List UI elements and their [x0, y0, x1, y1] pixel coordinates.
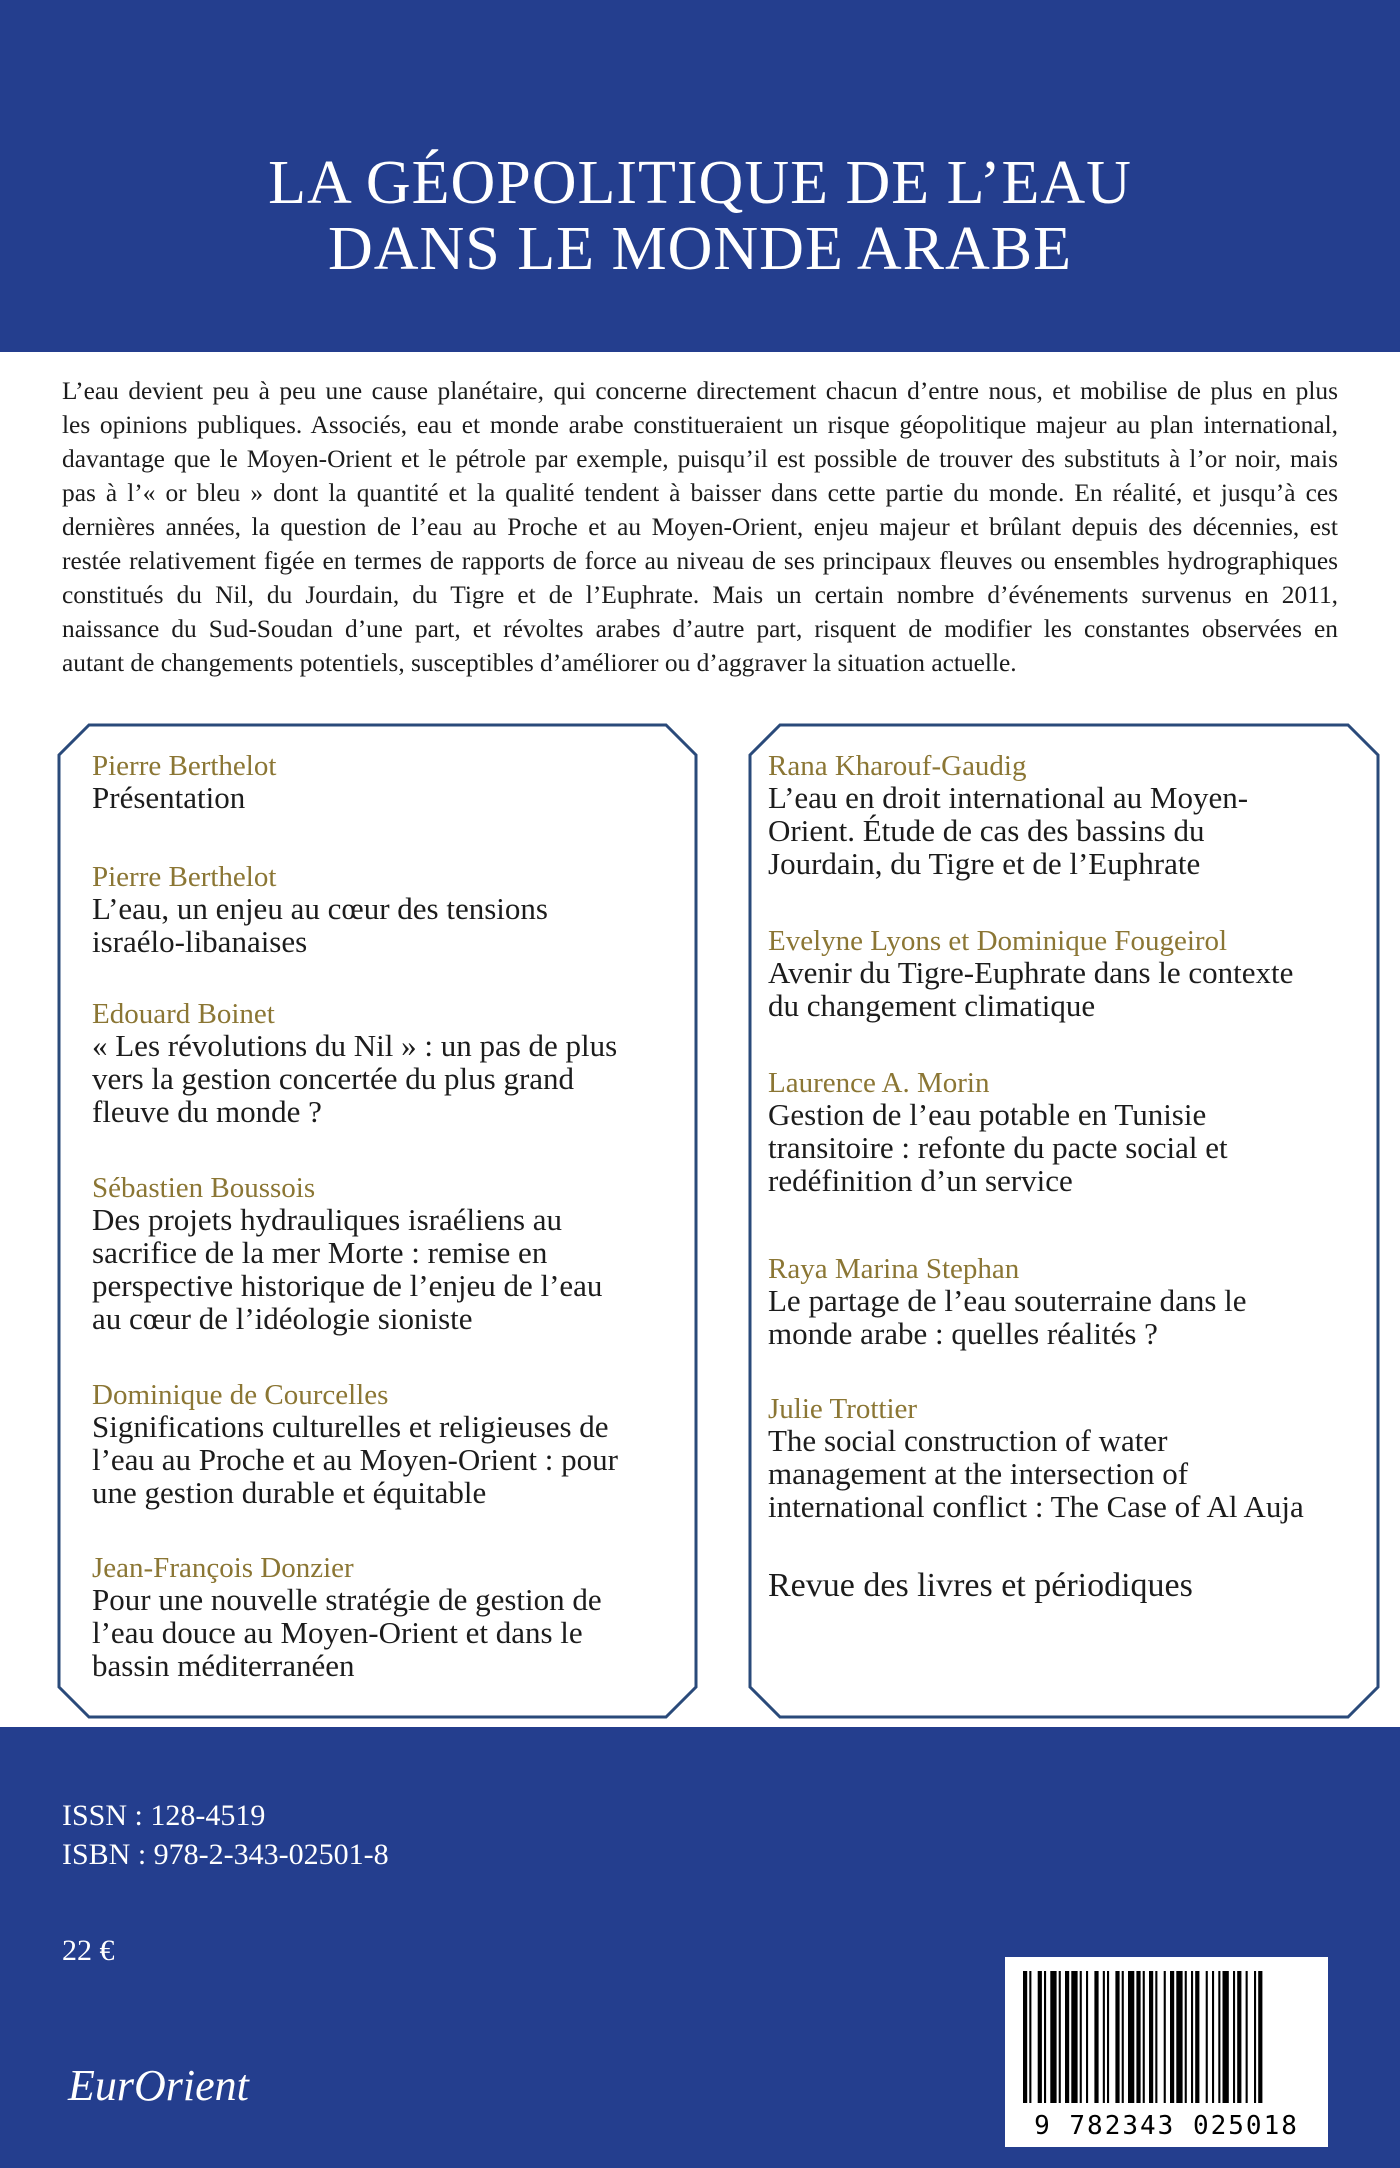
toc-title-line: Pour une nouvelle stratégie de gestion de: [92, 1582, 602, 1617]
toc-title-line: l’eau douce au Moyen-Orient et dans le: [92, 1615, 583, 1650]
toc-author: Rana Kharouf-Gaudig: [768, 750, 1027, 782]
toc-entry: [768, 1068, 1363, 1197]
intro-line: L’eau devient peu à peu une cause planétaire, qui concerne directement chacun d’entre nous, et mobilise de plus en plus: [62, 377, 1338, 405]
toc-title-line: redéfinition d’un service: [768, 1163, 1073, 1198]
toc-title-line: Présentation: [92, 780, 246, 815]
toc-entry: [768, 926, 1363, 1022]
intro-line: les opinions publiques. Associés, eau et monde arabe constitueraient un risque géopolitique majeur au plan international,: [62, 411, 1338, 439]
intro-line: naissance du Sud-Soudan d’une part, et révoltes arabes d’autre part, risquent de modifier les constantes observées en: [62, 615, 1338, 643]
barcode-bar: [1155, 1971, 1157, 2103]
toc-title-line: l’eau au Proche et au Moyen-Orient : pour: [92, 1442, 618, 1477]
top-title-band: [0, 0, 1400, 352]
intro-line: autant de changements potentiels, susceptibles d’améliorer ou d’aggraver la situation actuelle.: [62, 649, 1017, 677]
toc-article-title: [768, 1284, 1363, 1350]
barcode-bar: [1254, 1971, 1256, 2103]
barcode-bar: [1149, 1971, 1153, 2103]
cover-title-line2: DANS LE MONDE ARABE: [327, 215, 1073, 283]
barcode-bar: [1071, 1971, 1077, 2103]
toc-title-line: international conflict : The Case of Al Auja: [768, 1489, 1304, 1524]
barcode-number: 9 782343 025018: [1034, 2111, 1299, 2141]
barcode-bar: [1164, 1971, 1166, 2103]
toc-article-title: [92, 781, 682, 814]
barcode-bar: [1170, 1971, 1174, 2103]
barcode-bar: [1185, 1971, 1187, 2103]
intro-line: davantage que le Moyen-Orient et le pétrole par exemple, puisqu’il est possible de trouver des substituts à l’or noir, mais: [62, 445, 1338, 473]
toc-title-line: fleuve du monde ?: [92, 1094, 322, 1129]
barcode-bar: [1080, 1971, 1082, 2103]
toc-title-line: une gestion durable et équitable: [92, 1475, 487, 1510]
isbn-barcode: [1005, 1957, 1328, 2147]
barcode-bar: [1044, 1971, 1046, 2103]
toc-entry: [768, 1254, 1363, 1350]
toc-author: Dominique de Courcelles: [92, 1379, 389, 1411]
toc-panel-right: [748, 723, 1380, 1719]
intro-line: dernières années, la question de l’eau au Proche et au Moyen-Orient, enjeu majeur et brûlant depuis des décennies, est: [62, 513, 1338, 541]
barcode-bar: [1206, 1971, 1208, 2103]
intro-line: pas à l’« or bleu » dont la quantité et la qualité tendent à baisser dans cette partie du monde. En réalité, et jusqu’à ces: [62, 479, 1338, 507]
intro-line: constitués du Nil, du Jourdain, du Tigre et de l’Euphrate. Mais un certain nombre d’événements survenus en 2011,: [62, 581, 1338, 609]
barcode-bar: [1136, 1971, 1140, 2103]
toc-title-line: L’eau, un enjeu au cœur des tensions: [92, 891, 548, 926]
toc-article-title: [92, 1583, 682, 1682]
toc-author: Edouard Boinet: [92, 998, 275, 1030]
toc-title-line: « Les révolutions du Nil » : un pas de plus: [92, 1028, 618, 1063]
toc-author: Pierre Berthelot: [92, 750, 277, 782]
toc-entry: [768, 1394, 1363, 1523]
barcode-bar: [1233, 1971, 1235, 2103]
toc-title-line: Jourdain, du Tigre et de l’Euphrate: [768, 846, 1201, 881]
toc-title-line: The social construction of water: [768, 1423, 1168, 1458]
toc-title-line: management at the intersection of: [768, 1456, 1189, 1491]
toc-title-line: transitoire : refonte du pacte social et: [768, 1130, 1228, 1165]
barcode-bar: [1107, 1971, 1109, 2103]
barcode-bar: [1176, 1971, 1182, 2103]
toc-title-line: israélo-libanaises: [92, 924, 308, 959]
barcode-bar: [1103, 1971, 1105, 2103]
barcode-bar: [1128, 1971, 1134, 2103]
toc-author: Sébastien Boussois: [92, 1172, 316, 1204]
barcode-bar: [1212, 1971, 1214, 2103]
toc-title-line: Le partage de l’eau souterraine dans le: [768, 1283, 1247, 1318]
toc-article-title: [768, 1098, 1363, 1197]
toc-title-line: du changement climatique: [768, 988, 1096, 1023]
intro-line: restée relativement figée en termes de rapports de force au niveau de ses principaux fleuves ou ensembles hydrographiques: [62, 547, 1338, 575]
barcode-bar: [1038, 1971, 1042, 2103]
toc-article-title: [768, 956, 1363, 1022]
barcode-bar: [1195, 1971, 1199, 2103]
barcode-bar: [1115, 1971, 1119, 2103]
barcode-bar: [1246, 1971, 1248, 2103]
barcode-bar: [1191, 1971, 1193, 2103]
toc-article-title: [92, 1029, 682, 1128]
toc-author: Julie Trottier: [768, 1393, 918, 1425]
toc-title-line: Avenir du Tigre-Euphrate dans le contexte: [768, 955, 1294, 990]
barcode-bar: [1218, 1971, 1220, 2103]
toc-author: Pierre Berthelot: [92, 861, 277, 893]
barcode-bar: [1094, 1971, 1098, 2103]
toc-author: Evelyne Lyons et Dominique Fougeirol: [768, 925, 1228, 957]
toc-panel-left: [57, 723, 698, 1719]
barcode-bar: [1237, 1971, 1241, 2103]
toc-title-line: vers la gestion concertée du plus grand: [92, 1061, 575, 1096]
barcode-bar: [1086, 1971, 1088, 2103]
toc-title-line: au cœur de l’idéologie sioniste: [92, 1301, 473, 1336]
toc-entry: [92, 1380, 682, 1509]
toc-entry: [768, 751, 1363, 880]
price-label: 22 €: [62, 1934, 115, 1967]
toc-article-title: [92, 1203, 682, 1335]
publisher-logo: EurOrient: [68, 2061, 249, 2110]
toc-entry: [92, 999, 682, 1128]
toc-title-line: perspective historique de l’enjeu de l’eau: [92, 1268, 603, 1303]
barcode-bar: [1029, 1971, 1031, 2103]
toc-author: Jean-François Donzier: [92, 1552, 354, 1584]
toc-author: Raya Marina Stephan: [768, 1253, 1020, 1285]
cover-title-line1: LA GÉOPOLITIQUE DE L’EAU: [268, 149, 1132, 217]
revue-section-title: Revue des livres et périodiques: [768, 1567, 1193, 1604]
toc-title-line: monde arabe : quelles réalités ?: [768, 1316, 1158, 1351]
barcode-bar: [1050, 1971, 1056, 2103]
isbn-label: ISBN : 978-2-343-02501-8: [62, 1838, 389, 1871]
toc-title-line: bassin méditerranéen: [92, 1648, 355, 1683]
toc-article-title: [92, 1410, 682, 1509]
toc-title-line: L’eau en droit international au Moyen-: [768, 780, 1249, 815]
toc-author: Laurence A. Morin: [768, 1067, 990, 1099]
toc-entry: [92, 1173, 682, 1335]
barcode-bar: [1258, 1971, 1262, 2103]
toc-title-line: Des projets hydrauliques israéliens au: [92, 1202, 563, 1237]
barcode-bar: [1223, 1971, 1229, 2103]
toc-title-line: Gestion de l’eau potable en Tunisie: [768, 1097, 1207, 1132]
barcode-bar: [1023, 1971, 1027, 2103]
toc-title-line: Significations culturelles et religieuses de: [92, 1409, 609, 1444]
toc-entry: [92, 862, 682, 958]
toc-article-title: [768, 781, 1363, 880]
barcode-bar: [1143, 1971, 1145, 2103]
toc-article-title: [92, 892, 682, 958]
intro-paragraph: [62, 374, 1338, 680]
toc-title-line: Orient. Étude de cas des bassins du: [768, 813, 1205, 848]
issn-label: ISSN : 128-4519: [62, 1799, 266, 1832]
barcode-bar: [1122, 1971, 1124, 2103]
toc-entry: [92, 751, 682, 814]
barcode-bar: [1065, 1971, 1069, 2103]
toc-title-line: sacrifice de la mer Morte : remise en: [92, 1235, 548, 1270]
toc-entry: [92, 1553, 682, 1682]
barcode-bar: [1059, 1971, 1061, 2103]
toc-article-title: [768, 1424, 1363, 1523]
